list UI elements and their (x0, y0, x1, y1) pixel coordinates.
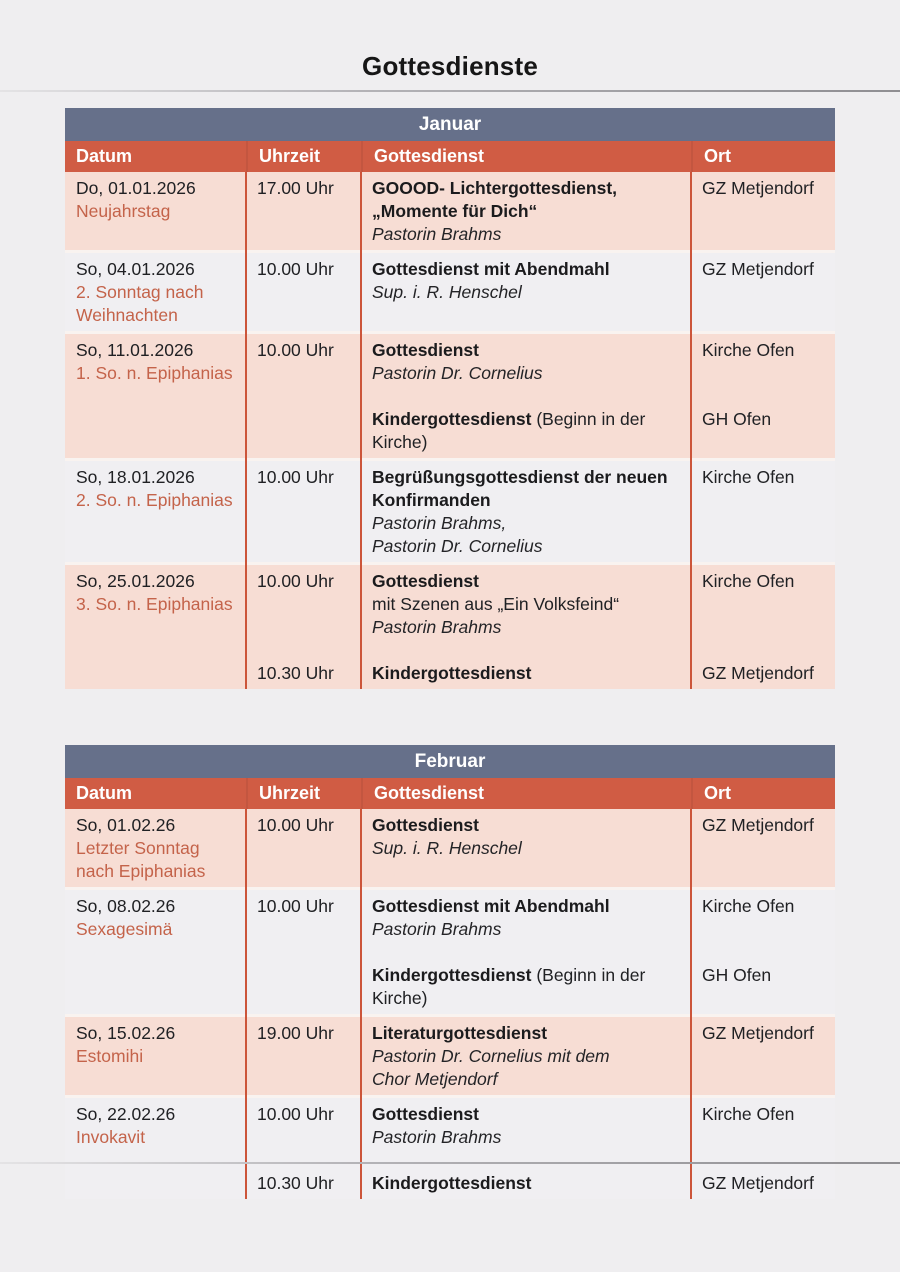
text-line (76, 466, 236, 489)
cell-uhrzeit (246, 253, 361, 331)
text-segment: Kirche) (372, 432, 428, 452)
text-line (372, 362, 681, 385)
text-line (372, 431, 681, 454)
column-divider (245, 172, 247, 689)
text-segment: Weihnachten (76, 305, 178, 325)
table-row (65, 1098, 835, 1199)
table-row (65, 253, 835, 331)
text-segment: Kindergottesdienst (372, 409, 537, 429)
text-line (702, 408, 825, 431)
text-segment: (Beginn in der (536, 409, 646, 429)
cell-uhrzeit (246, 334, 361, 458)
column-divider (245, 809, 247, 1199)
text-segment: Pastorin Brahms (372, 919, 502, 939)
cell-datum (65, 253, 246, 331)
text-segment: Kindergottesdienst (372, 663, 532, 683)
text-line (702, 964, 825, 987)
cell-gottesdienst (361, 334, 691, 458)
cell-datum (65, 1017, 246, 1095)
column-header-datum: Datum (76, 783, 133, 803)
text-line (702, 177, 825, 200)
text-segment: 19.00 Uhr (257, 1023, 334, 1043)
text-segment: So, 15.02.26 (76, 1023, 176, 1043)
text-segment: Kirche Ofen (702, 467, 795, 487)
text-segment: Do, 01.01.2026 (76, 178, 196, 198)
text-segment: So, 08.02.26 (76, 896, 176, 916)
text-line (257, 1126, 351, 1149)
cell-uhrzeit (246, 1017, 361, 1095)
text-segment: 10.00 Uhr (257, 815, 334, 835)
text-line (76, 304, 236, 327)
text-line (702, 1149, 825, 1172)
text-segment: Gottesdienst mit Abendmahl (372, 896, 610, 916)
text-segment: Kirche) (372, 988, 428, 1008)
text-line (257, 177, 351, 200)
column-header-datum: Datum (76, 146, 133, 166)
column-header-gottesdienst: Gottesdienst (361, 778, 691, 809)
cell-ort (691, 172, 835, 250)
cell-datum (65, 809, 246, 887)
cell-gottesdienst (361, 1098, 691, 1199)
text-line (76, 593, 236, 616)
cell-uhrzeit (246, 809, 361, 887)
text-line (372, 964, 681, 987)
text-line (372, 639, 681, 662)
text-segment: Pastorin Brahms, (372, 513, 507, 533)
text-line (372, 662, 681, 685)
cell-ort (691, 461, 835, 562)
column-header-row (65, 778, 835, 809)
cell-datum (65, 1098, 246, 1199)
text-segment: 10.00 Uhr (257, 896, 334, 916)
table-row (65, 565, 835, 689)
text-line (702, 466, 825, 489)
text-line (372, 385, 681, 408)
cell-ort (691, 1098, 835, 1199)
text-segment: (Beginn in der (536, 965, 646, 985)
schedule-table-februar (65, 745, 835, 1199)
cell-uhrzeit (246, 890, 361, 1014)
column-header-uhrzeit: Uhrzeit (246, 778, 361, 809)
text-segment: GH Ofen (702, 965, 772, 985)
text-segment: 2. So. n. Epiphanias (76, 490, 233, 510)
text-line (372, 177, 681, 200)
month-header: Februar (65, 745, 835, 778)
text-line (257, 1103, 351, 1126)
text-line (76, 570, 236, 593)
cell-gottesdienst (361, 890, 691, 1014)
text-segment: Pastorin Brahms (372, 224, 502, 244)
text-segment: 10.00 Uhr (257, 340, 334, 360)
text-line (372, 1103, 681, 1126)
text-line (372, 616, 681, 639)
cell-ort (691, 565, 835, 689)
table-row (65, 461, 835, 562)
text-segment: Kirche Ofen (702, 571, 795, 591)
text-segment: Sexagesimä (76, 919, 173, 939)
text-line (76, 1045, 236, 1068)
text-segment: Neujahrstag (76, 201, 171, 221)
text-segment: 10.00 Uhr (257, 571, 334, 591)
text-segment: GZ Metjendorf (702, 1023, 814, 1043)
page-title: Gottesdienste (362, 51, 538, 81)
text-line (702, 941, 825, 964)
text-line (257, 814, 351, 837)
text-segment: Gottesdienst (372, 340, 479, 360)
text-line (257, 258, 351, 281)
text-line (257, 616, 351, 639)
text-segment: Begrüßungsgottesdienst der neuen (372, 467, 668, 487)
cell-datum (65, 890, 246, 1014)
column-header-ort: Ort (691, 141, 835, 172)
text-line (372, 987, 681, 1010)
text-line (702, 616, 825, 639)
text-line (76, 362, 236, 385)
schedule-table-januar (65, 108, 835, 689)
text-line (372, 1045, 681, 1068)
text-segment: Kindergottesdienst (372, 1173, 532, 1193)
text-segment: 17.00 Uhr (257, 178, 334, 198)
text-line (257, 339, 351, 362)
text-line (702, 570, 825, 593)
text-segment: Letzter Sonntag (76, 838, 200, 858)
text-segment: Kirche Ofen (702, 1104, 795, 1124)
text-segment: Literaturgottesdienst (372, 1023, 548, 1043)
text-line (702, 1022, 825, 1045)
text-segment: 2. Sonntag nach (76, 282, 204, 302)
text-segment: GZ Metjendorf (702, 259, 814, 279)
text-line (257, 1172, 351, 1195)
text-line (702, 639, 825, 662)
cell-datum (65, 565, 246, 689)
text-segment: Pastorin Brahms (372, 617, 502, 637)
text-line (257, 593, 351, 616)
text-line (76, 1022, 236, 1045)
text-line (76, 339, 236, 362)
text-segment: 10.00 Uhr (257, 467, 334, 487)
cell-gottesdienst (361, 565, 691, 689)
month-header: Januar (65, 108, 835, 141)
cell-gottesdienst (361, 1017, 691, 1095)
text-segment: So, 04.01.2026 (76, 259, 195, 279)
text-segment: So, 22.02.26 (76, 1104, 176, 1124)
text-line (372, 408, 681, 431)
page-divider-top (0, 90, 900, 92)
text-line (372, 814, 681, 837)
text-line (257, 1149, 351, 1172)
text-line (76, 837, 236, 860)
text-segment: Pastorin Brahms (372, 1127, 502, 1147)
text-segment: Gottesdienst (372, 815, 479, 835)
cell-gottesdienst (361, 253, 691, 331)
column-divider (360, 809, 362, 1199)
text-segment: 10.30 Uhr (257, 663, 334, 683)
text-line (76, 200, 236, 223)
page-divider-bottom (0, 1162, 900, 1164)
text-line (702, 362, 825, 385)
text-line (702, 662, 825, 685)
text-line (372, 570, 681, 593)
text-segment: So, 25.01.2026 (76, 571, 195, 591)
text-segment: Invokavit (76, 1127, 146, 1147)
text-line (372, 1149, 681, 1172)
text-line (372, 1068, 681, 1091)
text-line (372, 593, 681, 616)
cell-gottesdienst (361, 172, 691, 250)
table-row (65, 334, 835, 458)
column-divider (690, 809, 692, 1199)
text-line (702, 258, 825, 281)
text-line (76, 814, 236, 837)
table-row (65, 809, 835, 887)
cell-uhrzeit (246, 172, 361, 250)
table-row (65, 890, 835, 1014)
table-body (65, 172, 835, 689)
text-segment: Kindergottesdienst (372, 965, 537, 985)
cell-datum (65, 461, 246, 562)
text-line (372, 223, 681, 246)
column-header-gottesdienst: Gottesdienst (361, 141, 691, 172)
column-divider (690, 172, 692, 689)
text-line (702, 814, 825, 837)
text-segment: „Momente für Dich“ (372, 201, 538, 221)
text-line (76, 489, 236, 512)
text-line (372, 489, 681, 512)
text-line (702, 1103, 825, 1126)
text-line (372, 535, 681, 558)
text-segment: 10.00 Uhr (257, 259, 334, 279)
text-segment: nach Epiphanias (76, 861, 206, 881)
text-line (372, 258, 681, 281)
text-segment: Pastorin Dr. Cornelius mit dem (372, 1046, 610, 1066)
text-segment: Gottesdienst (372, 571, 479, 591)
text-line (372, 895, 681, 918)
text-segment: Chor Metjendorf (372, 1069, 498, 1089)
text-segment: Pastorin Dr. Cornelius (372, 536, 543, 556)
cell-uhrzeit (246, 461, 361, 562)
text-segment: So, 18.01.2026 (76, 467, 195, 487)
text-line (702, 1126, 825, 1149)
cell-ort (691, 809, 835, 887)
text-line (372, 512, 681, 535)
text-line (257, 662, 351, 685)
text-segment: Konfirmanden (372, 490, 491, 510)
text-line (76, 1126, 236, 1149)
cell-ort (691, 334, 835, 458)
text-segment: GZ Metjendorf (702, 815, 814, 835)
cell-datum (65, 334, 246, 458)
text-segment: Gottesdienst mit Abendmahl (372, 259, 610, 279)
text-line (257, 1022, 351, 1045)
text-segment: Sup. i. R. Henschel (372, 282, 522, 302)
text-line (257, 895, 351, 918)
text-segment: Kirche Ofen (702, 896, 795, 916)
text-line (372, 837, 681, 860)
text-line (702, 895, 825, 918)
cell-ort (691, 1017, 835, 1095)
text-line (702, 593, 825, 616)
table-body (65, 809, 835, 1199)
text-segment: Sup. i. R. Henschel (372, 838, 522, 858)
text-segment: 10.00 Uhr (257, 1104, 334, 1124)
text-segment: GH Ofen (702, 409, 772, 429)
text-line (372, 1022, 681, 1045)
text-line (76, 895, 236, 918)
text-segment: GZ Metjendorf (702, 663, 814, 683)
text-segment: Pastorin Dr. Cornelius (372, 363, 543, 383)
text-line (372, 339, 681, 362)
text-line (702, 1172, 825, 1195)
text-segment: So, 11.01.2026 (76, 340, 194, 360)
cell-uhrzeit (246, 565, 361, 689)
text-line (257, 466, 351, 489)
text-segment: Estomihi (76, 1046, 144, 1066)
text-line (372, 918, 681, 941)
text-segment: 10.30 Uhr (257, 1173, 334, 1193)
text-line (372, 1126, 681, 1149)
text-line (76, 177, 236, 200)
text-segment: 3. So. n. Epiphanias (76, 594, 233, 614)
text-segment: GOOOD- Lichtergottesdienst, (372, 178, 618, 198)
text-segment: 1. So. n. Epiphanias (76, 363, 233, 383)
text-line (372, 200, 681, 223)
text-line (372, 281, 681, 304)
column-divider (360, 172, 362, 689)
table-row (65, 172, 835, 250)
text-segment: Kirche Ofen (702, 340, 795, 360)
column-header-ort: Ort (691, 778, 835, 809)
column-header-row (65, 141, 835, 172)
text-line (76, 918, 236, 941)
cell-datum (65, 172, 246, 250)
cell-ort (691, 253, 835, 331)
cell-gottesdienst (361, 809, 691, 887)
text-line (76, 1103, 236, 1126)
text-segment: Gottesdienst (372, 1104, 479, 1124)
text-line (702, 339, 825, 362)
text-segment: GZ Metjendorf (702, 178, 814, 198)
cell-ort (691, 890, 835, 1014)
text-line (702, 385, 825, 408)
text-line (257, 570, 351, 593)
text-line (372, 466, 681, 489)
text-line (257, 639, 351, 662)
text-line (76, 258, 236, 281)
text-line (76, 281, 236, 304)
cell-uhrzeit (246, 1098, 361, 1199)
text-segment: GZ Metjendorf (702, 1173, 814, 1193)
text-line (76, 860, 236, 883)
text-segment: mit Szenen aus „Ein Volksfeind“ (372, 594, 620, 614)
text-line (702, 918, 825, 941)
text-segment: So, 01.02.26 (76, 815, 176, 835)
table-row (65, 1017, 835, 1095)
text-line (372, 1172, 681, 1195)
cell-gottesdienst (361, 461, 691, 562)
column-header-uhrzeit: Uhrzeit (246, 141, 361, 172)
text-line (372, 941, 681, 964)
